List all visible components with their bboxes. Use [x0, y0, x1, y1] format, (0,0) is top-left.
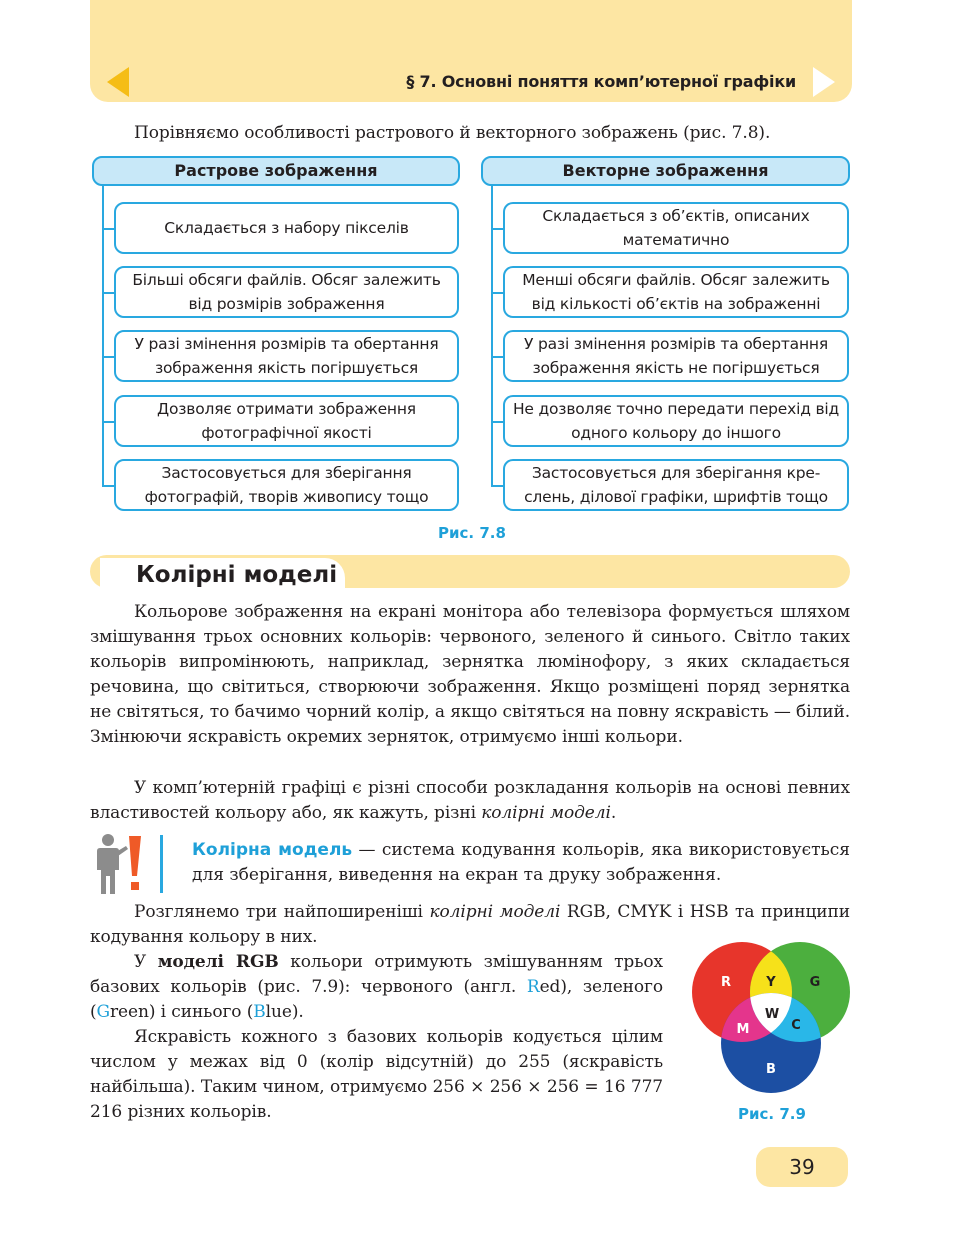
raster-item: Дозволяє отримати зображення фотографічної якості — [114, 395, 459, 447]
rgb-color-model-figure — [690, 940, 855, 1100]
vector-item: Не дозволяє точно передати перехід від одного кольору до іншого — [503, 395, 849, 447]
prev-page-arrow-icon[interactable] — [107, 67, 129, 97]
paragraph: У комп’ютерній графіці є різні способи розкладання кольорів на основі певних властивостей кольору або, як кажуть, різні колірні моделі. — [90, 778, 850, 823]
label-r: R — [720, 975, 732, 990]
label-g: G — [809, 975, 821, 990]
page-number: 39 — [756, 1147, 848, 1187]
label-w: W — [764, 1007, 780, 1022]
definition-bar — [160, 835, 163, 893]
vector-header: Векторне зображення — [481, 156, 850, 186]
page-header — [90, 0, 852, 102]
raster-header: Растрове зображення — [92, 156, 460, 186]
label-m: M — [736, 1022, 750, 1037]
paragraph: У моделі RGB кольори отримують змішуванням трьох базових кольорів (рис. 7.9): червоного (англ. Red), зеленого (Green) і синього (Blue). — [90, 952, 663, 1022]
vector-connector-line — [491, 186, 493, 486]
chapter-title: § 7. Основні поняття комп’ютерної графіки — [406, 72, 796, 91]
figure-caption-rgb: Рис. 7.9 — [738, 1105, 806, 1123]
vector-item: У разі змінення розмірів та обертання зображення якість не погіршується — [503, 330, 849, 382]
paragraph: Яскравість кожного з базових кольорів кодується цілим числом у межах від 0 (колір відсутній) до 255 (яскравість найбільша). Таким чином, отримуємо 256 × 256 × 256 = 16 777 216 різних кольорів. — [90, 1027, 663, 1122]
raster-item: У разі змінення розмірів та обертання зображення якість погіршується — [114, 330, 459, 382]
paragraph: Кольорове зображення на екрані монітора або телевізора формується шляхом змішування трьох основних кольорів: червоного, зеленого й синього. Світло таких кольорів випромінюють, наприклад, зернятка люмінофору, з яких складається речовина, що світиться, створюючи зображення. Якщо розміщені поряд зернятка не світяться, то бачимо чорний колір, а якщо світяться на повну яскравість — білий. Змінюючи яскравість окремих зерняток, отримуємо інші кольори. — [90, 602, 850, 747]
paragraph: Розглянемо три найпоширеніші колірні моделі RGB, CMYK і HSB та принципи кодування кольору в них. — [90, 902, 850, 947]
definition-term: Колірна модель — [192, 840, 353, 860]
raster-connector-line — [102, 186, 104, 486]
raster-item: Складається з набору пікселів — [114, 202, 459, 254]
vector-item: Складається з об’єктів, описаних математично — [503, 202, 849, 254]
definition: Колірна модель — система кодування кольорів, яка використовується для зберігання, виведення на екран та друку зображення. — [192, 840, 850, 885]
label-c: C — [791, 1018, 801, 1033]
next-page-arrow-icon[interactable] — [813, 67, 835, 97]
attention-icon — [94, 832, 150, 896]
raster-item: Застосовується для зберігання фотографій, творів живопису тощо — [114, 459, 459, 511]
label-y: Y — [766, 975, 776, 990]
raster-item: Більші обсяги файлів. Обсяг залежить від розмірів зображення — [114, 266, 459, 318]
vector-item: Застосовується для зберігання кре-слень, ділової графіки, шрифтів тощо — [503, 459, 849, 511]
label-b: B — [766, 1062, 776, 1077]
intro-paragraph: Порівняємо особливості растрового й векторного зображень (рис. 7.8). — [134, 123, 771, 143]
figure-caption: Рис. 7.8 — [438, 524, 506, 542]
section-title: Колірні моделі — [100, 558, 345, 592]
vector-item: Менші обсяги файлів. Обсяг залежить від кількості об’єктів на зображенні — [503, 266, 849, 318]
